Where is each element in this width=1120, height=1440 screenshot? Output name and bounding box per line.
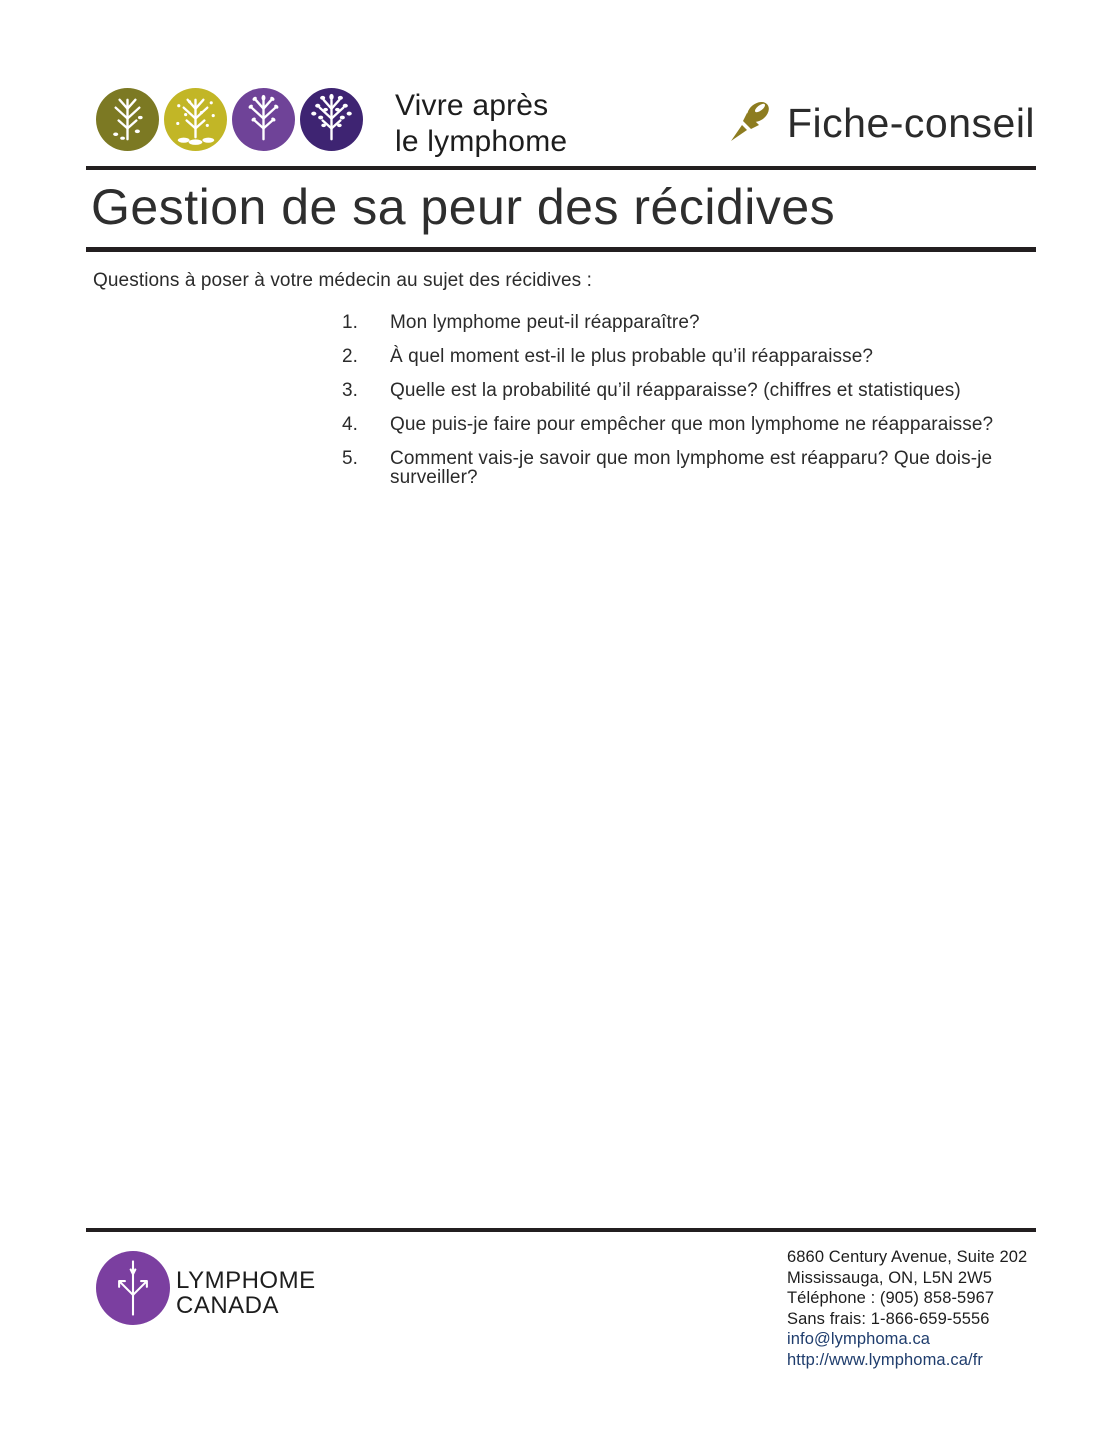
winter-tree-icon bbox=[164, 88, 227, 151]
contact-info bbox=[787, 1247, 1027, 1370]
question-list bbox=[342, 313, 1042, 502]
question-text: Que puis-je faire pour empêcher que mon lymphome ne réapparaisse? bbox=[390, 414, 994, 435]
question-text: Mon lymphome peut-il réapparaître? bbox=[390, 312, 700, 333]
intro-text: Questions à poser à votre médecin au sujet des récidives : bbox=[93, 270, 593, 291]
question-number: 1. bbox=[342, 312, 359, 333]
question-text: Quelle est la probabilité qu’il réapparaisse? (chiffres et statistiques) bbox=[390, 380, 961, 401]
phone-number: Téléphone : (905) 858-5967 bbox=[787, 1289, 995, 1307]
season-logos bbox=[96, 88, 363, 151]
question-number: 3. bbox=[342, 380, 359, 401]
program-title-line2: le lymphome bbox=[395, 125, 568, 158]
pushpin-icon bbox=[725, 95, 777, 152]
email-link[interactable]: info@lymphoma.ca bbox=[787, 1330, 931, 1348]
org-name-line1: LYMPHOME bbox=[176, 1267, 316, 1294]
lymphome-canada-logo-icon bbox=[96, 1251, 170, 1325]
question-item bbox=[342, 381, 1042, 400]
question-item bbox=[342, 415, 1042, 434]
header-divider bbox=[86, 166, 1036, 170]
toll-free-number: Sans frais: 1-866-659-5556 bbox=[787, 1309, 990, 1328]
question-item bbox=[342, 347, 1042, 366]
autumn-tree-icon bbox=[96, 88, 159, 151]
question-text: Comment vais-je savoir que mon lymphome est réapparu? Que dois-je surveiller? bbox=[390, 448, 993, 488]
org-name-line2: CANADA bbox=[176, 1292, 280, 1319]
question-number: 2. bbox=[342, 346, 359, 367]
summer-tree-icon bbox=[300, 88, 363, 151]
question-item bbox=[342, 313, 1042, 332]
question-text: À quel moment est-il le plus probable qu’il réapparaisse? bbox=[390, 346, 874, 367]
question-number: 5. bbox=[342, 448, 359, 469]
program-title bbox=[395, 88, 567, 160]
page-title: Gestion de sa peur des récidives bbox=[91, 179, 836, 235]
tip-sheet-badge bbox=[725, 95, 1035, 152]
question-item bbox=[342, 449, 1042, 487]
org-name bbox=[176, 1268, 316, 1318]
badge-label: Fiche-conseil bbox=[787, 100, 1036, 146]
address-city: Mississauga, ON, L5N 2W5 bbox=[787, 1268, 993, 1287]
title-divider bbox=[86, 247, 1036, 252]
question-number: 4. bbox=[342, 414, 359, 435]
website-link[interactable]: http://www.lymphoma.ca/fr bbox=[787, 1350, 983, 1369]
program-title-line1: Vivre après bbox=[395, 89, 549, 122]
footer-divider bbox=[86, 1228, 1036, 1232]
address-street: 6860 Century Avenue, Suite 202 bbox=[787, 1248, 1028, 1266]
spring-tree-icon bbox=[232, 88, 295, 151]
